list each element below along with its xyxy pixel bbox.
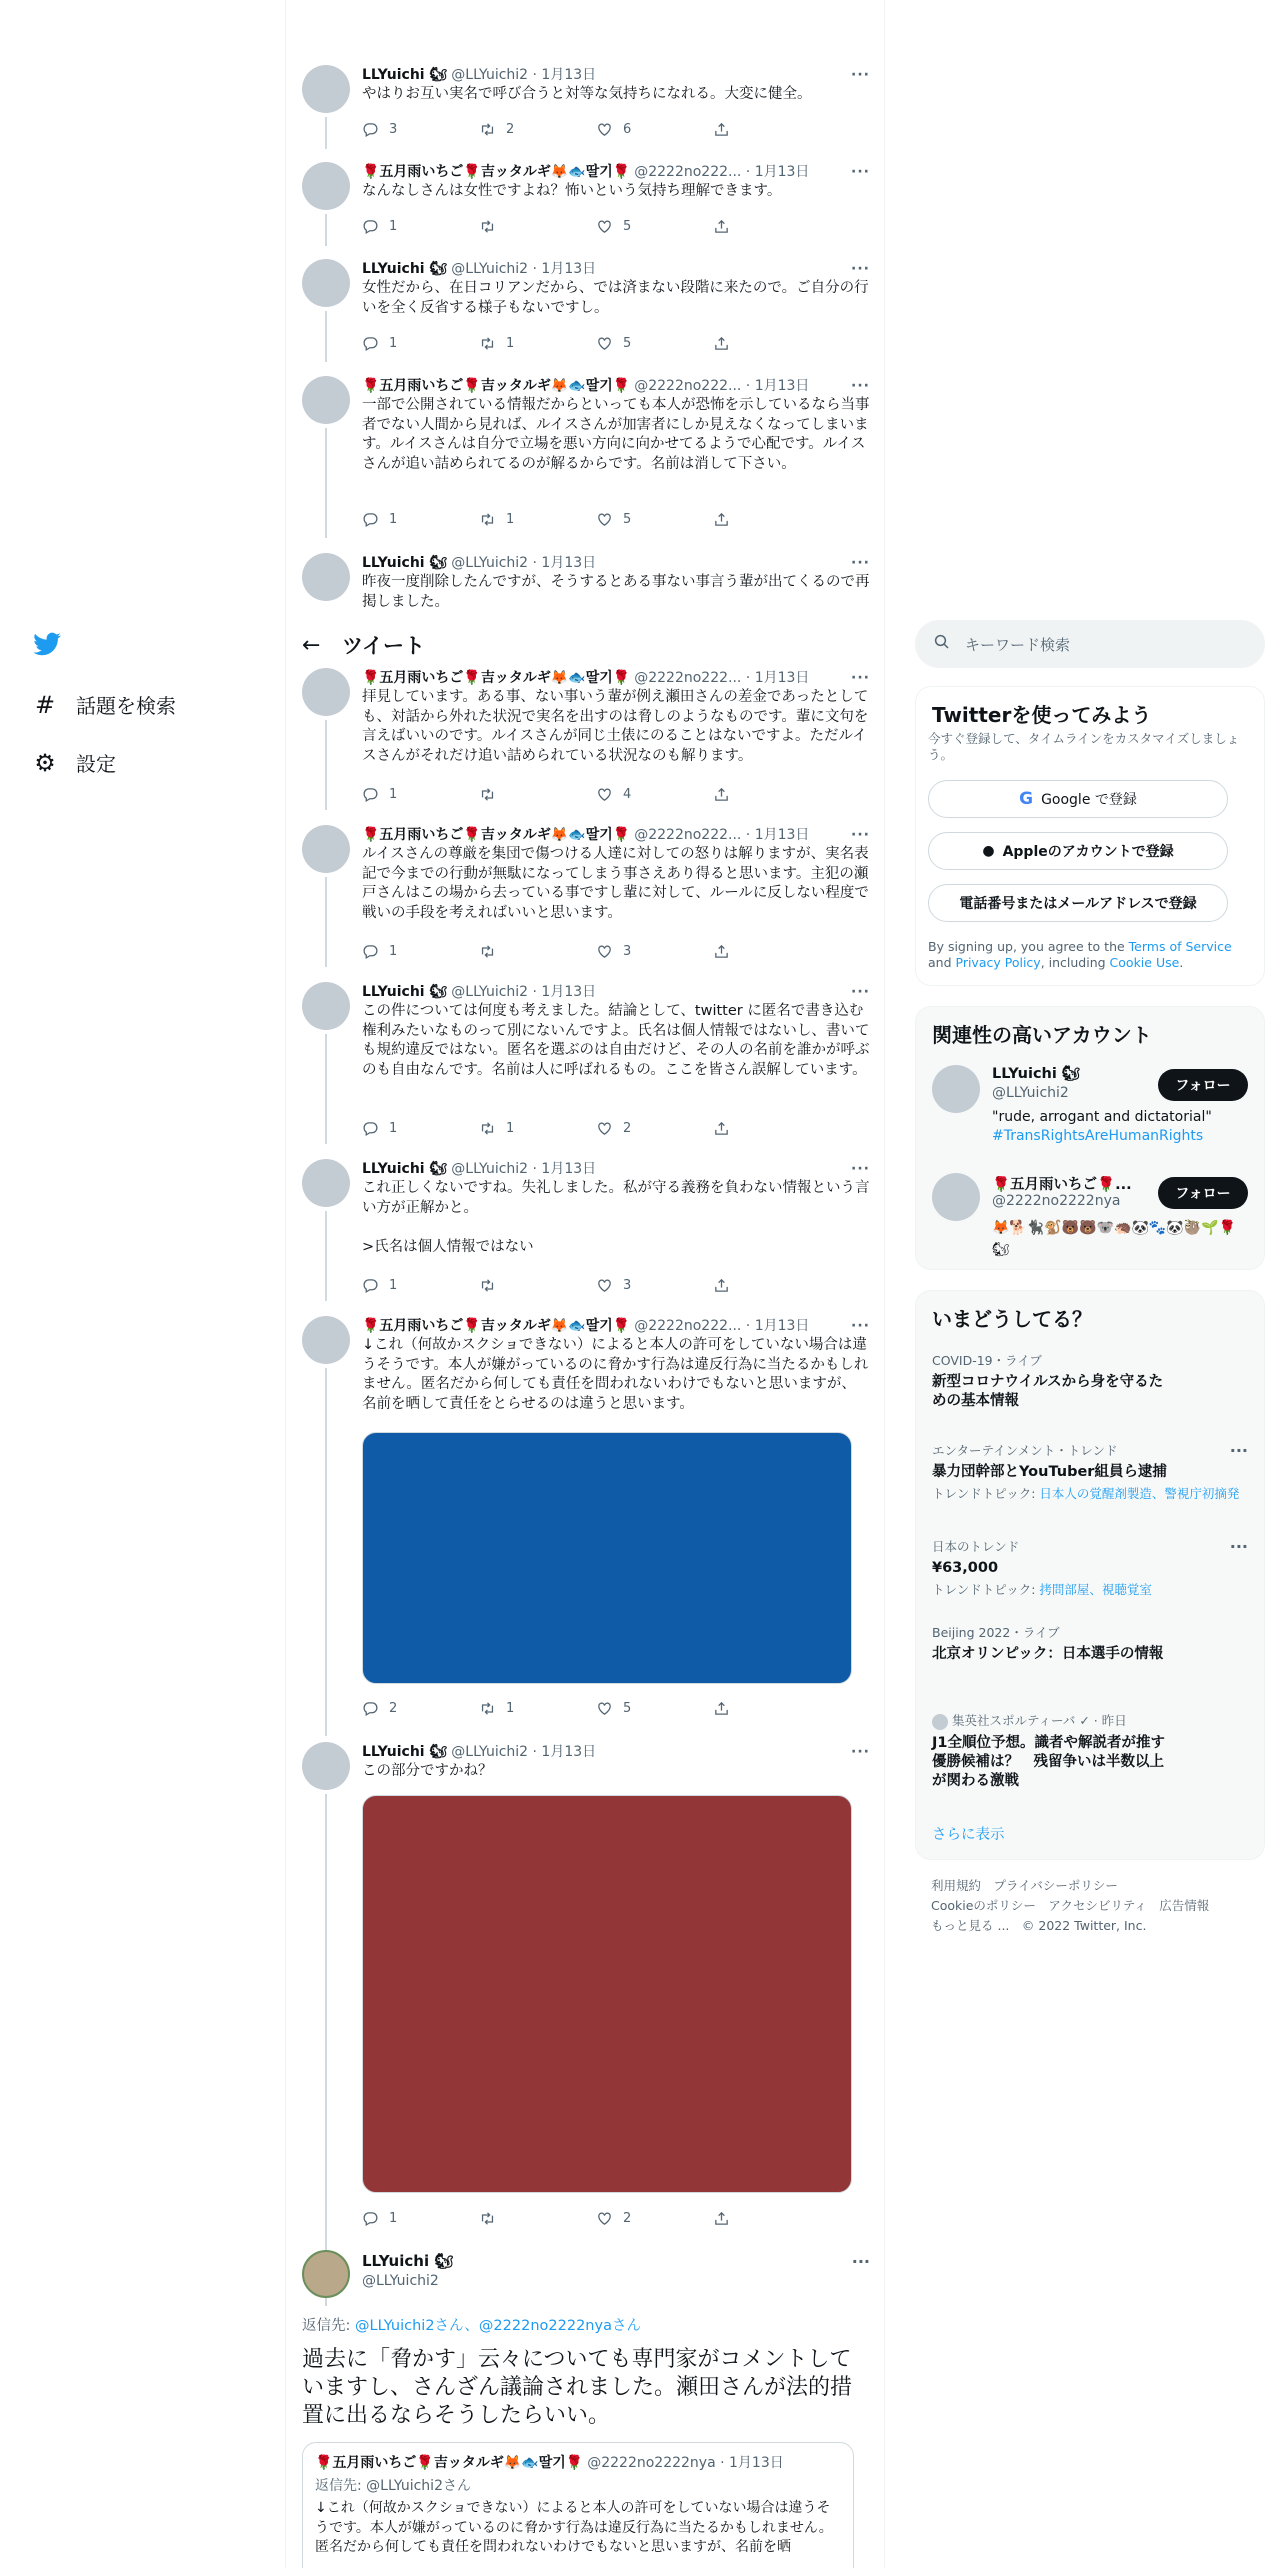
reply-count: 1 [389,218,398,234]
terms-link[interactable]: Terms of Service [1128,939,1232,954]
thread-line [325,1368,327,1736]
share-icon [713,1120,730,1137]
reply-button[interactable] [362,216,479,236]
nav-explore-label: 話題を検索 [76,694,176,718]
tweet[interactable] [302,376,870,538]
search-placeholder: キーワード検索 [965,635,1071,654]
author-handle[interactable]: @2222no222... · 1月13日 [634,670,810,686]
share-button[interactable] [713,119,830,139]
reply-icon [362,511,379,528]
more-icon[interactable]: ··· [851,1744,870,1760]
reply-icon [362,121,379,138]
like-count: 2 [623,2210,632,2226]
page-header [286,620,884,670]
tweet-text: この件については何度も考えました。結論として、twitter に匿名で書き込む権利みたいなものって別にないんですよ。氏名は個人情報ではないし、書いても規約違反ではない。匿名を選ぶのは自由だけど、その人の名前を誰かが呼ぶのも自由なんです。名前は人に呼ばれるもの。ここを皆さん誤解しています。 [362,1003,870,1078]
avatar[interactable] [302,376,350,424]
trend-category: 日本のトレンド [932,1539,1020,1554]
reply-icon [362,2210,379,2227]
thread-line [325,1211,327,1301]
trend-category: COVID-19・ライブ [932,1353,1042,1368]
tweet-text: やはりお互い実名で呼び合うと対等な気持ちになれる。大変に健全。 [362,86,812,102]
more-icon[interactable]: ··· [1229,1441,1248,1460]
avatar[interactable] [302,982,350,1030]
trend-source-avatar [932,1714,948,1730]
author-handle[interactable]: @LLYuichi2 [362,2273,439,2289]
share-button[interactable] [713,333,830,353]
author-name[interactable]: LLYuichi 🐿 [362,1744,448,1760]
tweet-media-image[interactable] [362,1795,852,2193]
trend-category: エンターテインメント・トレンド [932,1443,1118,1458]
reply-button[interactable] [362,784,479,804]
author-handle[interactable]: @LLYuichi2 · 1月13日 [451,555,597,571]
like-icon [596,943,613,960]
retweet-count: 1 [506,1120,515,1136]
author-name[interactable]: LLYuichi 🐿 [362,555,448,571]
avatar[interactable] [302,259,350,307]
like-count: 5 [623,1700,632,1716]
reply-icon [362,943,379,960]
retweet-button[interactable] [479,333,596,353]
footer-links[interactable]: もっと見る ... © 2022 Twitter, Inc. [931,1918,1147,1933]
trend-subtitle [932,1582,1248,1597]
avatar[interactable] [302,1159,350,1207]
like-count: 3 [623,1277,632,1293]
share-icon [713,943,730,960]
reply-to-users[interactable]: @LLYuichi2さん、@2222no2222nyaさん [355,2318,641,2334]
like-icon [596,786,613,803]
footer-links[interactable]: 利用規約 プライバシーポリシー [931,1878,1118,1893]
more-icon[interactable]: ··· [851,378,870,394]
share-button[interactable] [713,1698,830,1718]
author-handle[interactable]: @2222no222... · 1月13日 [634,827,810,843]
account-bio-hashtag[interactable]: #TransRightsAreHumanRights [992,1128,1204,1144]
like-icon [596,335,613,352]
reply-count: 2 [389,1700,398,1716]
like-icon [596,121,613,138]
main-tweet-text: 過去に「脅かす」云々についても専門家がコメントしていますし、さんざん議論されました。瀬田さんが法的措置に出るならそうしたらいい。 [302,2347,853,2428]
privacy-link[interactable]: Privacy Policy [955,955,1041,970]
trend-category [932,1711,1248,1730]
retweet-count: 2 [506,121,515,137]
nav-explore[interactable] [32,690,176,719]
thread-line [325,877,327,967]
terms-part: By signing up, you agree to the [928,939,1129,954]
signup-panel [915,686,1265,986]
terms-part: . [1179,955,1184,970]
avatar[interactable] [302,162,350,210]
trend-sub-prefix: トレンドトピック: [932,1582,1040,1597]
retweet-button[interactable] [479,1275,596,1295]
like-button[interactable] [596,1698,713,1718]
share-icon [713,786,730,803]
tweet-text: 昨夜一度削除したんですが、そうするとある事ない事言う輩が出てくるので再掲しました。 [362,574,870,610]
like-button[interactable] [596,509,713,529]
author-name[interactable]: LLYuichi 🐿 [362,984,448,1000]
trend-category: Beijing 2022・ライブ [932,1625,1060,1640]
main-tweet[interactable] [302,2250,870,2568]
tweet[interactable] [302,259,870,362]
tweet-text: これ正しくないですね。失礼しました。私が守る義務を負わない情報という言い方が正解かと。 >氏名は個人情報ではない [362,1180,870,1255]
retweet-button[interactable] [479,1698,596,1718]
share-icon [713,121,730,138]
thread-line [325,311,327,362]
avatar[interactable] [302,825,350,873]
like-button[interactable] [596,1118,713,1138]
account-handle: @LLYuichi2 [992,1085,1069,1101]
like-count: 4 [623,786,632,802]
author-name[interactable]: 🌹五月雨いちご🌹吉ッタルギ🦊🐟딸기🌹 [362,1318,631,1334]
tweet-text: ↓これ（何故かスクショできない）によると本人の許可をしていない場合は違うそうです。本人が嫌がっているのに脅かす行為は違反行為に当たるかもしれません。匿名だから何しても責任を問われないわけでもないと思いますが、名前を晒して責任をとらせるのは違うと思います。 [362,1337,869,1412]
tweet-text: 一部で公開されている情報だからといっても本人が恐怖を示しているなら当事者でない人間から見れば、ルイスさんが加害者にしか見えなくなってしまいます。ルイスさんは自分で立場を悪い方向に向かせてるようで心配です。ルイスさんが追い詰められてるのが解るからです。名前は消して下さい。 [362,397,870,472]
more-icon[interactable]: ··· [851,2252,870,2271]
reply-count: 1 [389,511,398,527]
tweet-media-image[interactable] [362,1432,852,1684]
like-count: 5 [623,335,632,351]
tweet[interactable] [302,982,870,1144]
thread-line [325,1794,327,2306]
trend-sub-prefix: トレンドトピック: [932,1486,1040,1501]
retweet-icon [479,335,496,352]
author-handle[interactable]: @LLYuichi2 · 1月13日 [451,984,597,1000]
retweet-icon [479,1277,496,1294]
author-handle[interactable]: @LLYuichi2 · 1月13日 [451,1744,597,1760]
avatar[interactable] [932,1173,980,1221]
author-name[interactable]: 🌹五月雨いちご🌹吉ッタルギ🦊🐟딸기🌹 [362,670,631,686]
reply-count: 1 [389,786,398,802]
share-button[interactable] [713,2208,830,2228]
reply-button[interactable] [362,2208,479,2228]
tweet[interactable] [302,1316,870,1736]
reply-count: 3 [389,121,398,137]
like-count: 5 [623,218,632,234]
trend-sub-link[interactable]: 日本人の覚醒剤製造、警視庁初摘発 [1039,1486,1240,1501]
author-name[interactable]: LLYuichi 🐿 [362,67,448,83]
trend-item[interactable] [932,1711,1248,1791]
twitter-logo-icon[interactable] [32,629,64,661]
retweet-icon [479,2210,496,2227]
retweet-button[interactable] [479,1118,596,1138]
retweet-icon [479,943,496,960]
tweet[interactable] [302,1159,870,1301]
retweet-count: 1 [506,1700,515,1716]
quote-text: ↓これ（何故かスクショできない）によると本人の許可をしていない場合は違うそうです。本人が嫌がっているのに脅かす行為は違反行為に当たるかもしれません。匿名だから何しても責任を問われないわけでもないと思いますが、名前を晒 [315,2500,833,2555]
account-bio: "rude, arrogant and dictatorial" [992,1109,1212,1125]
reply-icon [362,786,379,803]
share-icon [713,511,730,528]
like-button[interactable] [596,119,713,139]
like-button[interactable] [596,941,713,961]
account-handle: @2222no2222nya [992,1193,1121,1209]
trend-title: ¥63,000 [932,1560,999,1576]
more-icon[interactable]: ··· [851,164,870,180]
reply-icon [362,335,379,352]
avatar[interactable] [302,2250,350,2298]
thread-line [325,117,327,149]
apple-signup-button[interactable] [928,832,1228,870]
like-count: 2 [623,1120,632,1136]
share-button[interactable] [713,509,830,529]
reply-icon [362,1120,379,1137]
reply-button[interactable] [362,1275,479,1295]
trend-title: 暴力団幹部とYouTuber組員ら逮捕 [932,1464,1167,1480]
retweet-button[interactable] [479,941,596,961]
reply-to-prefix: 返信先: [302,2318,355,2334]
reply-to-line [302,2314,641,2335]
page-title: ツイート [342,634,425,658]
tweet[interactable] [302,553,870,621]
more-icon[interactable]: ··· [1229,1537,1248,1556]
like-icon [596,511,613,528]
author-name[interactable]: LLYuichi 🐿 [362,261,448,277]
account-item[interactable] [932,1065,1248,1165]
trend-item[interactable] [932,1623,1248,1664]
back-arrow-icon[interactable]: ← [302,632,321,658]
retweet-icon [479,121,496,138]
tweet-text: 女性だから、在日コリアンだから、では済まない段階に来たので。ご自分の行いを全く反省する様子もないですし。 [362,280,869,316]
retweet-count: 1 [506,335,515,351]
retweet-icon [479,1700,496,1717]
share-button[interactable] [713,216,830,236]
tweet[interactable] [302,825,870,967]
trend-title: J1全順位予想。識者や解説者が推す優勝候補は？ 残留争いは半数以上が関わる激戦 [932,1734,1165,1789]
trend-sub-link[interactable]: 拷問部屋、視聴覚室 [1039,1582,1152,1597]
like-button[interactable] [596,333,713,353]
reply-count: 1 [389,1120,398,1136]
more-icon[interactable]: ··· [851,670,870,686]
phone-signup-label: 電話番号またはメールアドレスで登録 [959,896,1197,912]
author-handle[interactable]: @LLYuichi2 · 1月13日 [451,67,597,83]
tweet[interactable] [302,1742,870,2234]
share-button[interactable] [713,941,830,961]
tweet-text: 拝見しています。ある事、ない事いう輩が例え瀬田さんの差金であったとしても、対話から外れた状況で実名を出すのは脅しのようなものです。輩に文句を言えばいいのです。ルイスさんが同じ土俵にのることはないですよ。ただルイスさんがそれだけ追い詰められている状況なのも解ります。 [362,689,869,764]
tweet[interactable] [302,162,870,244]
relevant-accounts-panel [915,1006,1265,1270]
thread-line [325,214,327,246]
tweet[interactable] [302,65,870,147]
like-button[interactable] [596,1275,713,1295]
share-icon [713,218,730,235]
cookie-link[interactable]: Cookie Use [1109,955,1180,970]
share-icon [713,2210,730,2227]
author-handle[interactable]: @LLYuichi2 · 1月13日 [451,261,597,277]
quote-reply-to: 返信先: @LLYuichi2さん [315,2478,471,2494]
trend-item[interactable] [932,1441,1248,1501]
avatar[interactable] [302,668,350,716]
apple-signup-label: Appleのアカウントで登録 [1002,844,1174,860]
share-icon [713,335,730,352]
more-icon[interactable]: ··· [851,261,870,277]
gear-icon: ⚙ [34,748,56,777]
trend-item[interactable] [932,1537,1248,1597]
share-button[interactable] [713,784,830,804]
retweet-icon [479,511,496,528]
tweet[interactable] [302,668,870,810]
more-icon[interactable]: ··· [851,1161,870,1177]
author-name[interactable]: 🌹五月雨いちご🌹吉ッタルギ🦊🐟딸기🌹 [362,378,631,394]
quoted-tweet[interactable] [302,2442,854,2568]
retweet-count: 1 [506,511,515,527]
account-name: 🌹五月雨いちご🌹... [992,1177,1132,1193]
author-handle[interactable]: @2222no222... · 1月13日 [634,378,810,394]
trend-title: 新型コロナウイルスから身を守るための基本情報 [932,1374,1164,1409]
like-button[interactable] [596,784,713,804]
author-handle[interactable]: @2222no222... · 1月13日 [634,164,810,180]
avatar[interactable] [932,1065,980,1113]
center-column [285,0,885,2568]
google-signup-button[interactable] [928,780,1228,818]
reply-icon [362,1700,379,1717]
like-count: 6 [623,121,632,137]
reply-button[interactable] [362,333,479,353]
account-item[interactable] [932,1173,1248,1263]
author-name[interactable]: 🌹五月雨いちご🌹吉ッタルギ🦊🐟딸기🌹 [362,827,631,843]
trend-title: 北京オリンピック：日本選手の情報 [932,1646,1164,1662]
like-count: 5 [623,511,632,527]
terms-text [928,939,1252,971]
trend-source: 集英社スポルティーバ ✓ · 昨日 [952,1713,1127,1728]
retweet-button[interactable] [479,509,596,529]
author-handle[interactable]: @2222no222... · 1月13日 [634,1318,810,1334]
hashtag-icon: # [34,690,56,719]
reply-icon [362,1277,379,1294]
trend-item[interactable] [932,1351,1248,1411]
author-name[interactable]: LLYuichi 🐿 [362,1161,448,1177]
nav-settings[interactable] [32,748,116,777]
more-icon[interactable]: ··· [851,984,870,1000]
search-icon [933,633,951,655]
tweet-text: なんなしさんは女性ですよね？怖いという気持ち理解できます。 [362,183,782,199]
retweet-icon [479,1120,496,1137]
footer-links[interactable]: Cookieのポリシー アクセシビリティ 広告情報 [931,1898,1210,1913]
author-name[interactable]: LLYuichi 🐿 [362,2252,454,2270]
tweet-text: ルイスさんの尊厳を集団で傷つける人達に対しての怒りは解りますが、実名表記で今までの行動が無駄になってしまう事さえあり得ると思います。主犯の瀬戸さんはこの場から去っている事ですし輩に対して、ルールに反しない程度で戦いの手段を考えればいいと思います。 [362,846,869,921]
thread-line [325,1034,327,1144]
reply-count: 1 [389,2210,398,2226]
follow-button[interactable]: フォロー [1158,1177,1248,1209]
like-icon [596,1277,613,1294]
google-icon: G [1019,789,1034,809]
google-signup-label: Google で登録 [1041,792,1137,808]
follow-button[interactable]: フォロー [1158,1069,1248,1101]
signup-title: Twitterを使ってみよう [932,703,1152,727]
like-icon [596,218,613,235]
avatar[interactable] [302,1316,350,1364]
footer [931,1876,1209,1936]
avatar[interactable] [302,65,350,113]
nav-settings-label: 設定 [76,752,116,776]
apple-icon: ● [982,843,995,859]
share-button[interactable] [713,1118,830,1138]
reply-count: 1 [389,1277,398,1293]
like-icon [596,1120,613,1137]
tweet-text: この部分ですかね？ [362,1763,493,1779]
thread-line [325,720,327,810]
terms-part: , including [1040,955,1110,970]
quote-author-handle: @2222no2222nya · 1月13日 [587,2455,784,2471]
retweet-icon [479,786,496,803]
reply-button[interactable] [362,941,479,961]
reply-count: 1 [389,335,398,351]
signup-subtitle: 今すぐ登録して、タイムラインをカスタマイズしましょう。 [928,731,1240,762]
retweet-button[interactable] [479,2208,596,2228]
share-button[interactable] [713,1275,830,1295]
retweet-button[interactable] [479,784,596,804]
like-icon [596,1700,613,1717]
like-button[interactable] [596,2208,713,2228]
share-icon [713,1700,730,1717]
reply-icon [362,218,379,235]
retweet-icon [479,218,496,235]
more-icon[interactable]: ··· [851,827,870,843]
reply-button[interactable] [362,119,479,139]
like-count: 3 [623,943,632,959]
retweet-button[interactable] [479,216,596,236]
search-input[interactable] [915,620,1265,668]
left-nav [0,0,285,2568]
relevant-title: 関連性の高いアカウント [932,1023,1152,1047]
trend-subtitle [932,1486,1248,1501]
reply-count: 1 [389,943,398,959]
quote-author-name: 🌹五月雨いちご🌹吉ッタルギ🦊🐟딸기🌹 [315,2455,584,2471]
terms-part: and [928,955,956,970]
more-icon[interactable]: ··· [851,555,870,571]
more-icon[interactable]: ··· [851,67,870,83]
phone-signup-button[interactable] [928,884,1228,922]
reply-button[interactable] [362,1698,479,1718]
account-bio: 🦊🐕🐈‍⬛🐒🐻🐻🐨🦔🐼🐾🐼🦥🌱🌹 🐿 [992,1220,1237,1258]
avatar[interactable] [302,1742,350,1790]
account-name: LLYuichi 🐿 [992,1066,1081,1082]
thread-line [325,428,327,538]
more-icon[interactable]: ··· [851,1318,870,1334]
avatar[interactable] [302,553,350,601]
author-handle[interactable]: @LLYuichi2 · 1月13日 [451,1161,597,1177]
author-name[interactable]: 🌹五月雨いちご🌹吉ッタルギ🦊🐟딸기🌹 [362,164,631,180]
share-icon [713,1277,730,1294]
trends-panel [915,1290,1265,1860]
retweet-button[interactable] [479,119,596,139]
like-button[interactable] [596,216,713,236]
reply-button[interactable] [362,1118,479,1138]
show-more-link[interactable]: さらに表示 [932,1827,1005,1843]
reply-button[interactable] [362,509,479,529]
trends-title: いまどうしてる？ [932,1307,1092,1331]
like-icon [596,2210,613,2227]
